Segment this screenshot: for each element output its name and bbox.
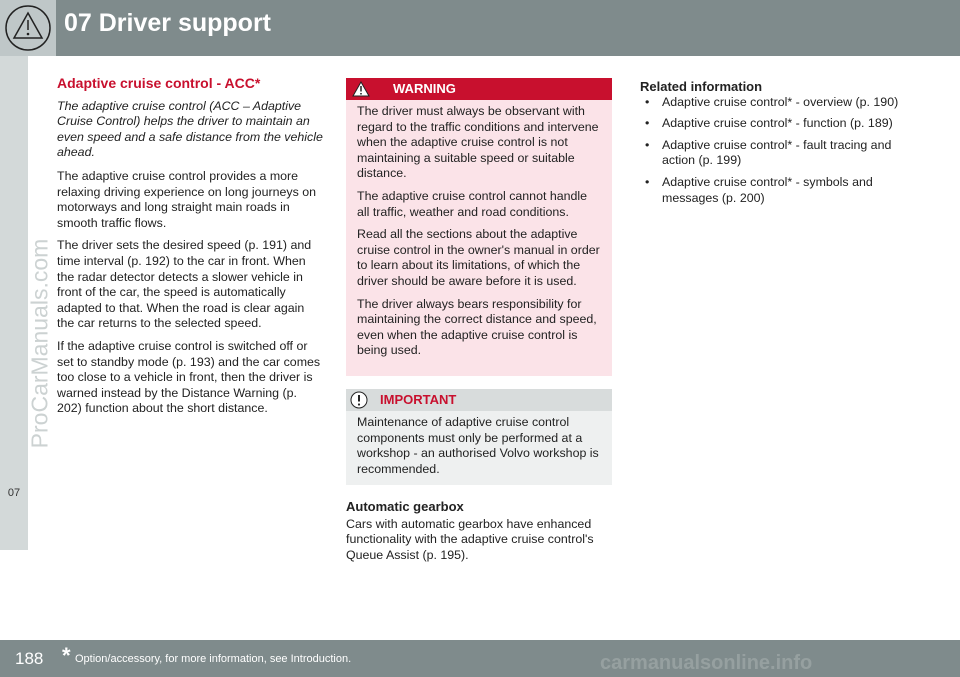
main-column <box>57 76 323 424</box>
related-link-text: Adaptive cruise control* - fault tracing and action (p. 199) <box>662 137 892 168</box>
paragraph: If the adaptive cruise control is switched off or set to standby mode (p. 193) and the car comes too close to a vehicle in front, then the driver is warned instead by the Distance Warning (p. 202) function about the short distance. <box>57 338 321 416</box>
intro-text: The adaptive cruise control (ACC – Adaptive Cruise Control) helps the driver to maintain an even speed and a safe distance from the vehicle ahead. <box>57 98 323 160</box>
bullet: • <box>645 137 650 152</box>
gearbox-text: Cars with automatic gearbox have enhanced functionality with the adaptive cruise control's Queue Assist (p. 195). <box>346 516 594 563</box>
gearbox-heading: Automatic gearbox <box>346 499 464 515</box>
important-box <box>346 389 612 485</box>
bullet: • <box>645 174 650 189</box>
related-link[interactable] <box>640 138 900 169</box>
chapter-number: 07 <box>7 487 21 499</box>
warning-paragraph: The driver must always be observant with regard to the traffic conditions and intervene when the adaptive cruise control is not maintaining a suitable speed or suitable distance. <box>357 104 599 181</box>
warning-triangle-icon <box>0 0 56 56</box>
bullet: • <box>645 116 650 131</box>
warning-title: WARNING <box>393 81 456 96</box>
page-number: 188 <box>15 649 44 668</box>
related-column <box>640 79 900 212</box>
warning-paragraph: Read all the sections about the adaptive cruise control in the owner's manual in order to learn about its limitations, of which the driver should be aware before it is used. <box>357 227 600 288</box>
warning-header <box>346 78 612 100</box>
important-title: IMPORTANT <box>380 391 457 407</box>
important-body <box>346 411 612 485</box>
chapter-side-tab <box>0 56 28 550</box>
important-text: Maintenance of adaptive cruise control components must only be performed at a workshop - an authorised Volvo workshop is recommended. <box>357 414 599 476</box>
related-link-text: Adaptive cruise control* - function (p. 189) <box>662 116 893 131</box>
related-link[interactable] <box>640 175 900 206</box>
notice-column <box>346 78 612 564</box>
related-link[interactable] <box>640 116 900 132</box>
paragraph: The driver sets the desired speed (p. 191) and time interval (p. 192) to the car in front. When the radar detector detects a slower vehicle in front of the car, the speed is automatically adapted to that. When the road is clear again the car returns to the selected speed. <box>57 238 312 331</box>
header-icon-box <box>0 0 56 56</box>
related-link-text: Adaptive cruise control* - overview (p. 190) <box>662 94 899 109</box>
watermark-bottom: carmanualsonline.info <box>600 652 813 674</box>
chapter-title: 07 Driver support <box>64 9 272 37</box>
related-link[interactable] <box>640 95 900 111</box>
warning-triangle-icon <box>352 81 370 97</box>
warning-paragraph: The driver always bears responsibility for maintaining the correct distance and speed, even when the adaptive cruise control is being used. <box>357 296 597 358</box>
important-header <box>346 389 612 411</box>
related-link-text: Adaptive cruise control* - symbols and messages (p. 200) <box>662 174 873 205</box>
bullet: • <box>645 94 650 109</box>
related-heading: Related information <box>640 79 763 94</box>
warning-body <box>346 100 612 376</box>
footnote-text: Option/accessory, for more information, see Introduction. <box>75 653 352 665</box>
exclamation-circle-icon <box>350 391 368 409</box>
footnote-star: * <box>62 643 71 668</box>
section-heading: Adaptive cruise control - ACC* <box>57 75 261 91</box>
watermark-vertical: ProCarManuals.com <box>26 238 53 449</box>
warning-paragraph: The adaptive cruise control cannot handle all traffic, weather and road conditions. <box>357 188 588 219</box>
paragraph: The adaptive cruise control provides a more relaxing driving experience on long journeys on motorways and long straight main roads in smooth traffic flows. <box>57 168 316 230</box>
